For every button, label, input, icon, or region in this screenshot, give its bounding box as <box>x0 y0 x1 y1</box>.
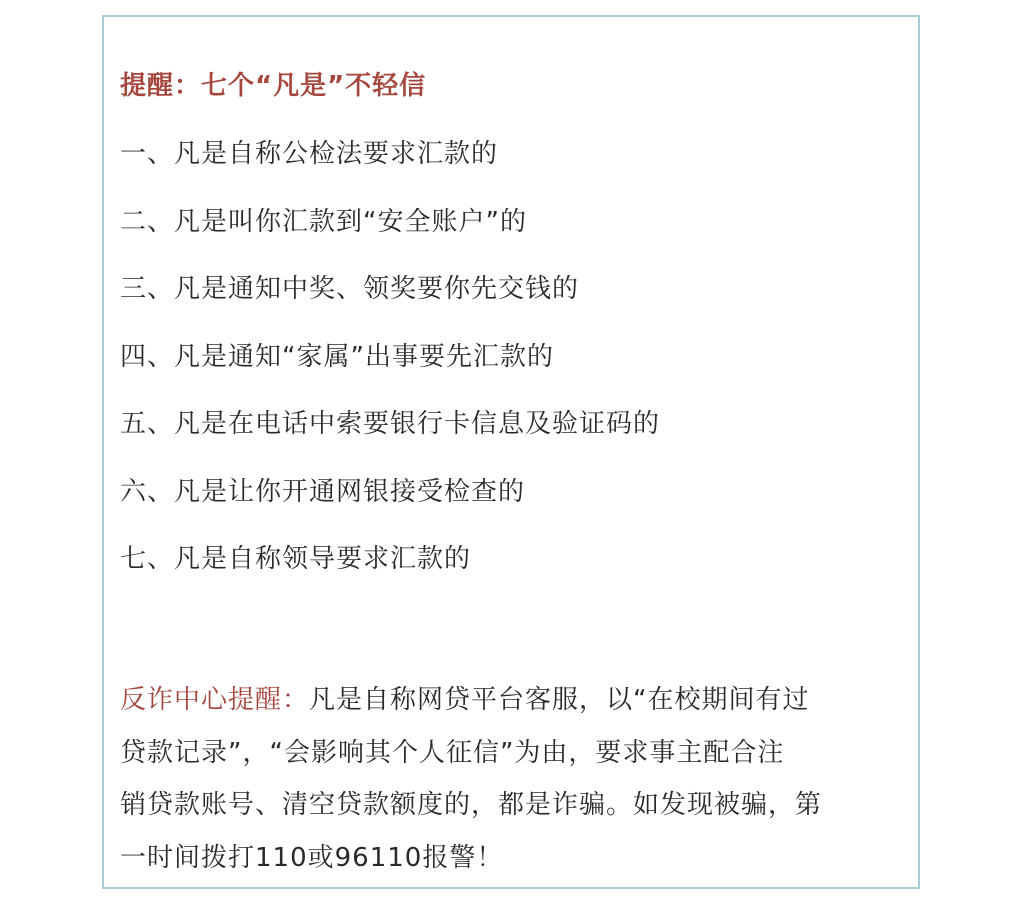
rule-item-1: 一、凡是自称公检法要求汇款的 <box>120 139 499 169</box>
notice-line-2: 贷款记录”，“会影响其个人征信”为由，要求事主配合注 <box>120 737 785 768</box>
notice-line-4: 一时间拨打110或96110报警！ <box>120 842 504 873</box>
notice-lead: 反诈中心提醒： <box>120 685 310 715</box>
rule-item-6: 六、凡是让你开通网银接受检查的 <box>120 477 526 507</box>
reminder-title: 提醒：七个“凡是”不轻信 <box>120 71 427 101</box>
rule-item-3: 三、凡是通知中奖、领奖要你先交钱的 <box>120 274 580 304</box>
notice-line-1 <box>120 674 910 727</box>
rule-item-2: 二、凡是叫你汇款到“安全账户”的 <box>120 207 527 237</box>
rule-item-7: 七、凡是自称领导要求汇款的 <box>120 544 472 574</box>
rule-item-4: 四、凡是通知“家属”出事要先汇款的 <box>120 342 554 372</box>
anti-fraud-notice <box>120 674 910 884</box>
notice-text-1: 凡是自称网贷平台客服，以“在校期间有过 <box>309 685 810 715</box>
rule-item-5: 五、凡是在电话中索要银行卡信息及验证码的 <box>120 409 661 439</box>
notice-line-3: 销贷款账号、清空贷款额度的，都是诈骗。如发现被骗，第 <box>120 790 823 820</box>
